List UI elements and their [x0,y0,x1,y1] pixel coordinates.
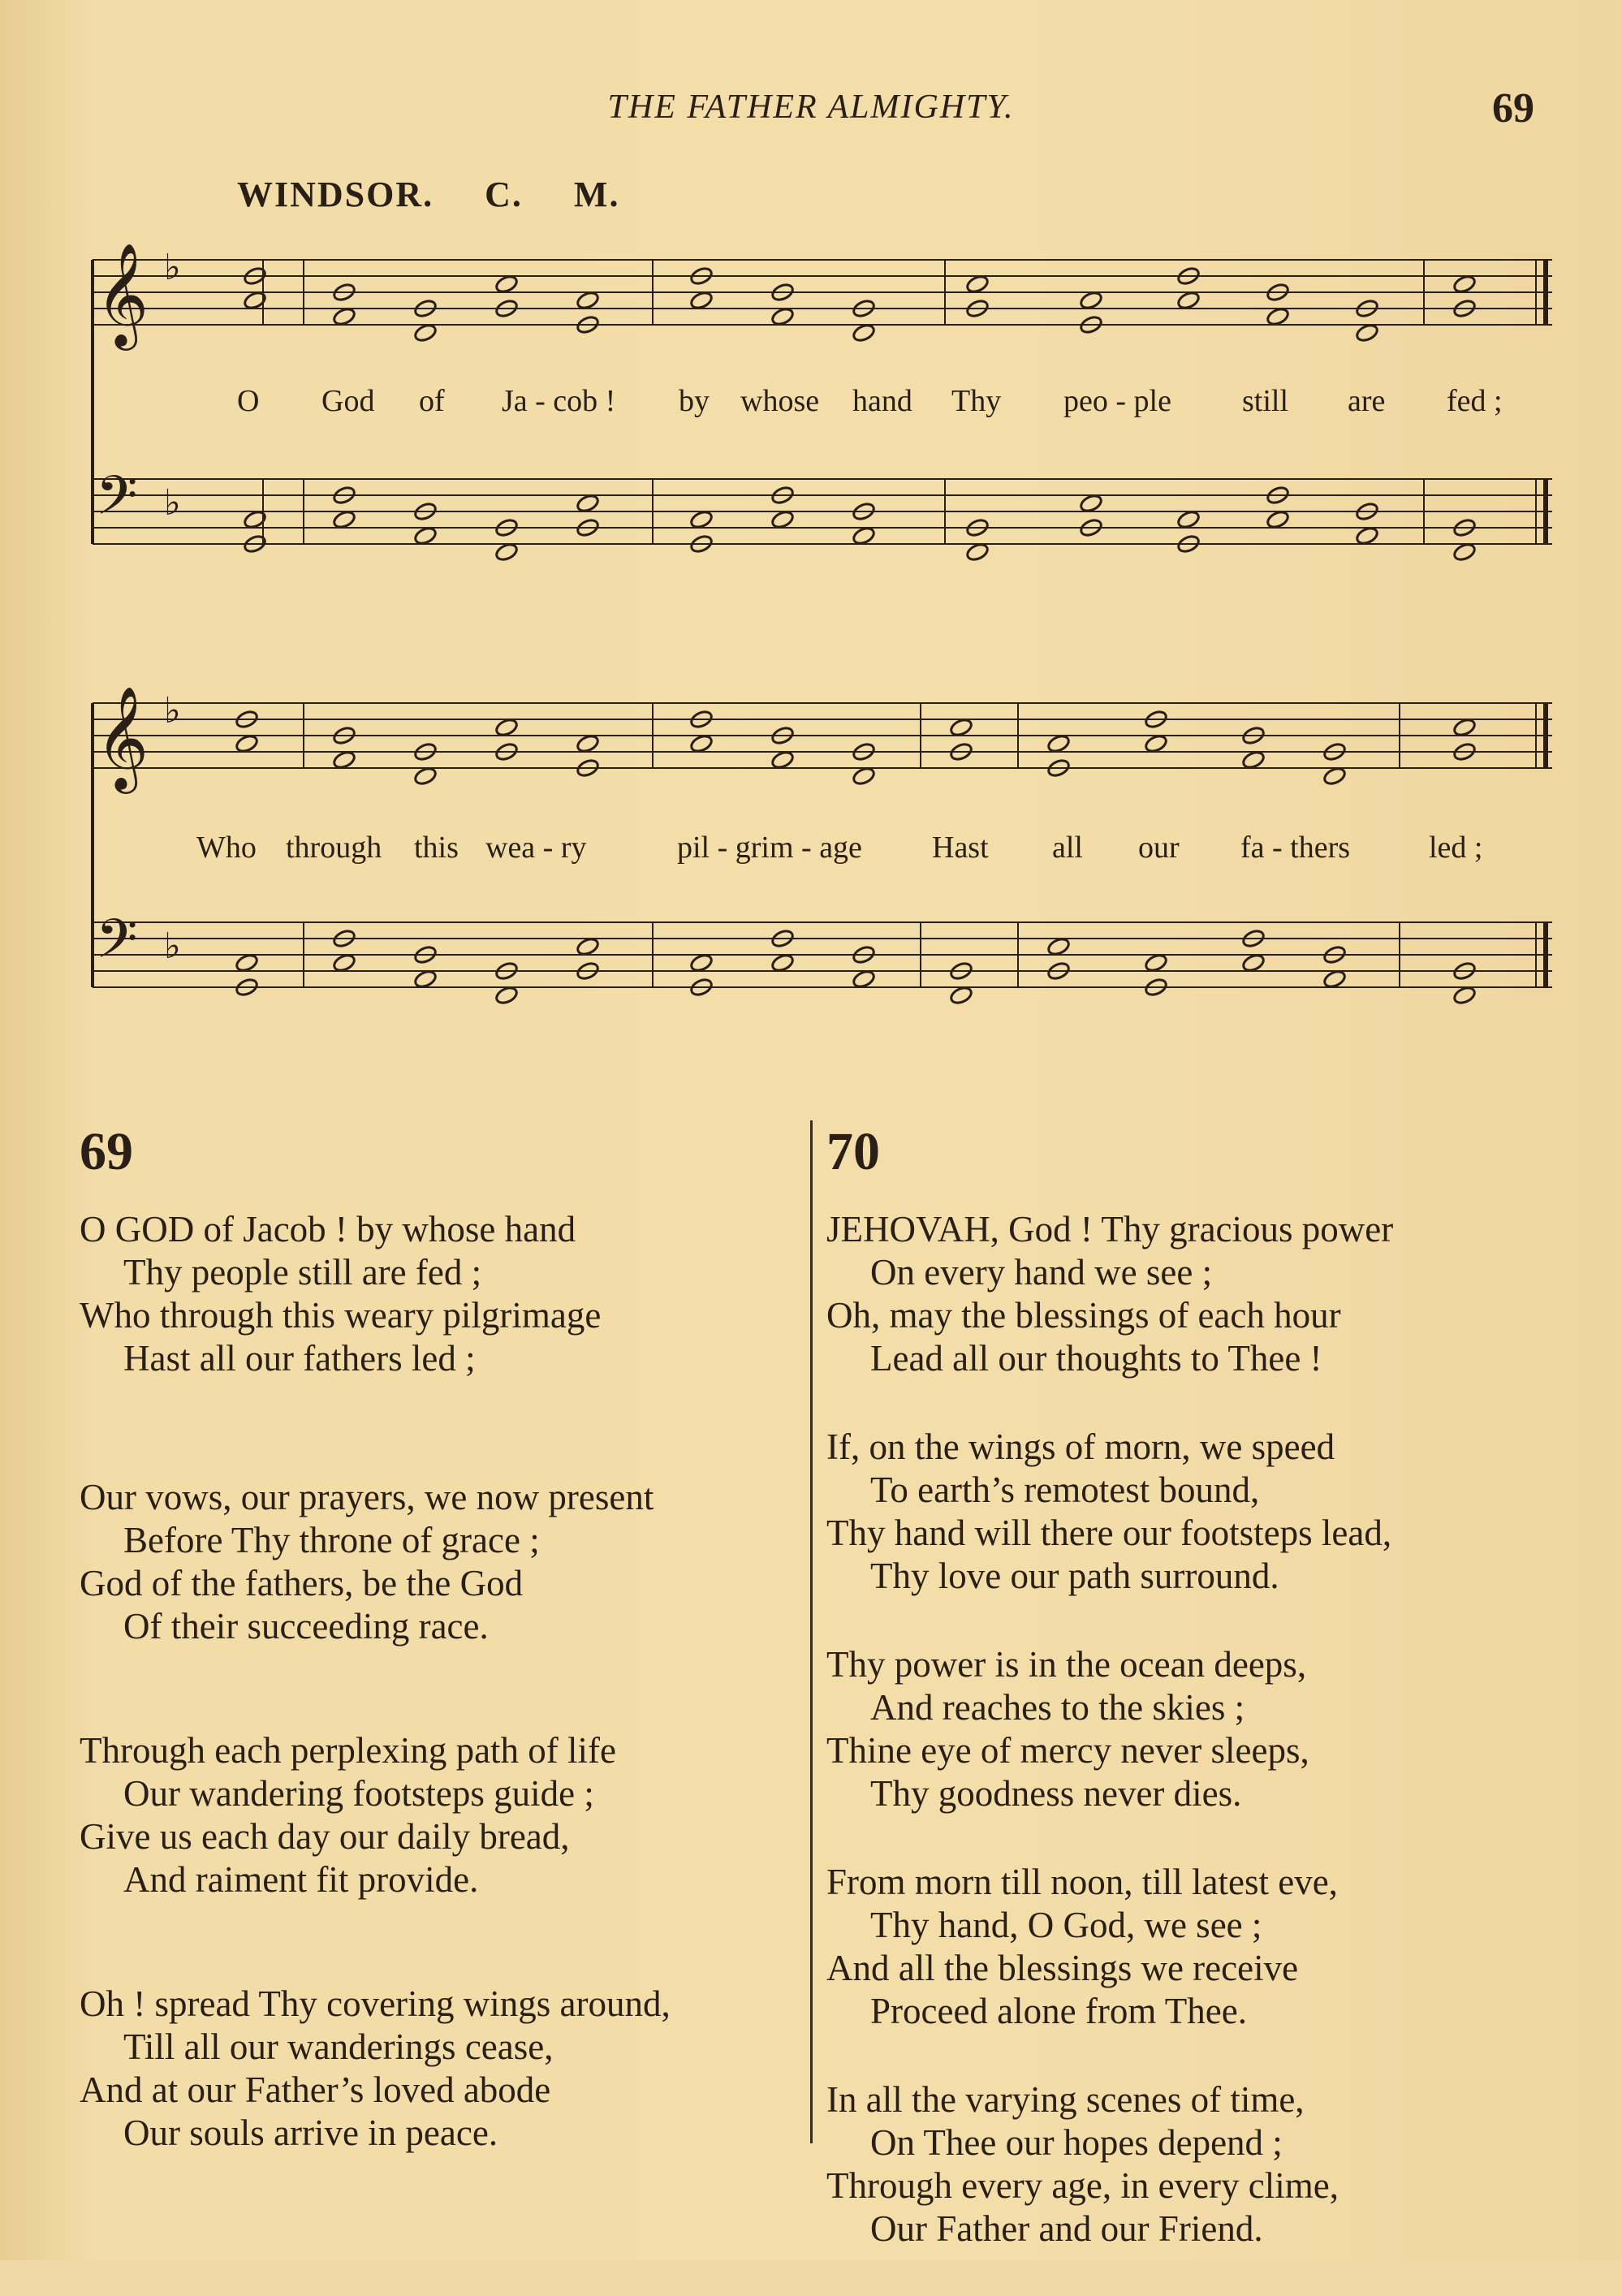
verse-line: And raiment fit provide. [123,1859,479,1900]
svg-text:𝄞: 𝄞 [96,242,149,346]
verse-line: Who through this weary pilgrimage [80,1295,602,1336]
verse [826,1861,1557,2033]
lyrics-row-1 [84,383,1552,424]
verse [826,1643,1557,1815]
running-title: THE FATHER ALMIGHTY. [607,88,1015,126]
verse-line: Hast all our fathers led ; [123,1338,476,1379]
lyric-syllable: fa - thers [1240,831,1351,865]
tune-name: WINDSOR. [237,175,434,214]
verse [826,2078,1557,2251]
verse-line: Oh, may the blessings of each hour [826,1295,1341,1336]
verse-line: From morn till noon, till latest eve, [826,1862,1338,1902]
lyric-syllable: pil - grim - age [677,831,862,865]
svg-text:♭: ♭ [164,690,181,732]
lyric-syllable: Who [196,831,257,865]
verse [826,1426,1557,1598]
lyric-syllable: Hast [932,831,989,865]
verse-line: And at our Father’s loved abode [80,2069,551,2110]
lyric-syllable: Ja - cob ! [502,384,616,418]
verse-line: Thy goodness never dies. [870,1773,1242,1814]
hymn-69 [80,1122,794,2236]
svg-text:𝄞: 𝄞 [96,685,149,789]
svg-text:𝄢: 𝄢 [96,464,138,540]
lyric-syllable: whose [740,384,820,418]
verse-line: Lead all our thoughts to Thee ! [870,1338,1322,1379]
lyric-syllable: still [1242,384,1289,418]
music-system-1 [84,227,1552,601]
verse-line: Give us each day our daily bread, [80,1816,570,1857]
verse-line: Thy love our path surround. [870,1556,1279,1596]
verse-line: Oh ! spread Thy covering wings around, [80,1983,671,2024]
svg-text:𝄢: 𝄢 [96,908,138,983]
page-number: 69 [1492,85,1534,132]
verse [826,1208,1557,1380]
verse-line: Our wandering footsteps guide ; [123,1773,594,1814]
verse-line: Thy hand, O God, we see ; [870,1905,1262,1945]
verse-line: Before Thy throne of grace ; [123,1520,540,1560]
verse-line: JEHOVAH, God ! Thy gracious power [826,1209,1394,1249]
verse-line: Proceed alone from Thee. [870,1991,1247,2031]
verse-line: If, on the wings of morn, we speed [826,1426,1335,1467]
lyrics-row-2 [84,830,1552,870]
verse-line: Our souls arrive in peace. [123,2113,498,2153]
svg-text:♭: ♭ [164,247,181,288]
verse [80,1729,794,1901]
verse-line: And reaches to the skies ; [870,1687,1245,1728]
hymn-70 [826,1122,1557,2296]
verse-line: Through every age, in every clime, [826,2165,1339,2206]
verse-line: In all the varying scenes of time, [826,2079,1305,2120]
music-system-2 [84,671,1552,1044]
verse [80,1208,794,1380]
verse-line: Thine eye of mercy never sleeps, [826,1730,1309,1771]
verse-line: Thy hand will there our footsteps lead, [826,1513,1392,1553]
hymn-number: 69 [80,1122,133,1181]
hymn-number: 70 [826,1122,880,1181]
lyric-syllable: through [286,831,382,865]
lyric-syllable: wea - ry [485,831,587,865]
lyric-syllable: all [1052,831,1083,865]
verse-line: Thy people still are fed ; [123,1252,482,1293]
lyric-syllable: hand [852,384,912,418]
lyric-syllable: of [419,384,445,418]
verse-line: On every hand we see ; [870,1252,1213,1293]
lyric-syllable: O [237,384,260,418]
verse [80,1476,794,1648]
svg-text:♭: ♭ [164,482,181,524]
lyric-syllable: our [1138,831,1180,865]
verse-line: Thy power is in the ocean deeps, [826,1644,1307,1685]
verse-line: Through each perplexing path of life [80,1730,617,1771]
tune-meter: C. M. [485,175,620,214]
verse-line: To earth’s remotest bound, [870,1470,1260,1510]
lyric-syllable: led ; [1429,831,1483,865]
verse-line: O GOD of Jacob ! by whose hand [80,1209,576,1249]
verse-line: Our vows, our prayers, we now present [80,1477,654,1517]
svg-text:♭: ♭ [164,926,181,967]
column-divider [810,1120,813,2143]
lyric-syllable: are [1348,384,1386,418]
verse-line: Till all our wanderings cease, [123,2026,554,2067]
tune-heading [237,174,619,215]
verse-line: On Thee our hopes depend ; [870,2122,1283,2163]
verse-line: Our Father and our Friend. [870,2208,1263,2249]
verse-line: And all the blessings we receive [826,1948,1299,1988]
lyric-syllable: God [321,384,375,418]
verse-line: Of their succeeding race. [123,1606,489,1646]
lyric-syllable: peo - ple [1063,384,1171,418]
lyric-syllable: this [414,831,459,865]
verse-line: God of the fathers, be the God [80,1563,524,1603]
lyric-syllable: fed ; [1447,384,1503,418]
lyric-syllable: by [679,384,710,418]
lyric-syllable: Thy [951,384,1002,418]
verse [80,1983,794,2155]
